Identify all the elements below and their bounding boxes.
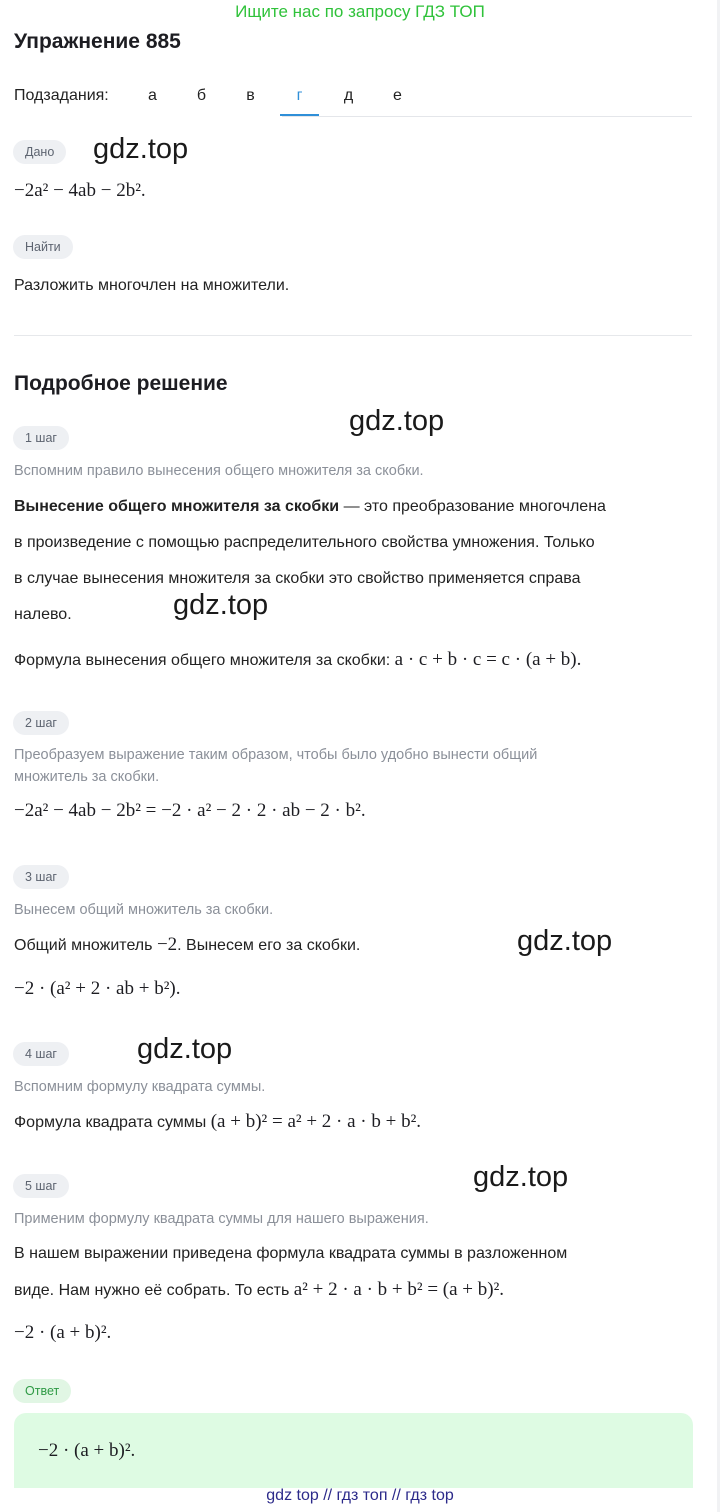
tab-a[interactable]: а (148, 87, 157, 104)
step-3-text (14, 927, 360, 964)
step-2-hint-line-1: Преобразуем выражение таким образом, чтобы было удобно вынести общий (14, 747, 538, 763)
watermark-3: gdz.top (173, 589, 269, 621)
section-divider (14, 335, 692, 336)
step-4-formula: (a + b)² = a² + 2 · a · b + b². (210, 1111, 422, 1132)
step-5-hint: Применим формулу квадрата суммы для нашего выражения. (14, 1211, 429, 1227)
watermark-2: gdz.top (349, 405, 445, 437)
step-3-expression: −2 · (a² + 2 · ab + b²). (14, 978, 181, 999)
step-2-hint (14, 744, 537, 788)
step-5-line-2: виде. Нам нужно её собрать. То есть (14, 1282, 290, 1299)
step-4-label: Формула квадрата суммы (14, 1114, 207, 1131)
step-5-expression: −2 · (a + b)². (14, 1322, 112, 1343)
step-1-definition: — это преобразование многочлена (339, 498, 606, 515)
search-banner: Ищите нас по запросу ГДЗ ТОП (235, 2, 485, 21)
given-expression: −2a² − 4ab − 2b². (14, 180, 146, 201)
step-1-formula: a · c + b · c = c · (a + b). (394, 649, 582, 670)
step-1-formula-label: Формула вынесения общего множителя за скобки: (14, 652, 391, 669)
step-3-chip: 3 шаг (13, 865, 69, 889)
step-1-hint: Вспомним правило вынесения общего множителя за скобки. (14, 463, 424, 479)
step-5-formula: a² + 2 · a · b + b² = (a + b)². (293, 1279, 505, 1300)
page-title: Упражнение 885 (14, 30, 181, 53)
step-5-chip: 5 шаг (13, 1174, 69, 1198)
step-4-hint: Вспомним формулу квадрата суммы. (14, 1079, 266, 1095)
tab-g[interactable]: г (275, 78, 324, 116)
watermark-1: gdz.top (93, 133, 189, 165)
tabs-divider (282, 116, 692, 117)
answer-expression: −2 · (a + b)². (38, 1440, 136, 1461)
step-4-text (14, 1104, 421, 1141)
subtask-tabs (128, 78, 422, 116)
step-1-line-2: в произведение с помощью распределительного свойства умножения. Только (14, 534, 595, 551)
answer-chip: Ответ (13, 1379, 71, 1403)
subtasks-label: Подзадания: (14, 87, 109, 104)
step-2-hint-line-2: множитель за скобки. (14, 769, 160, 785)
tab-v[interactable]: в (246, 87, 255, 104)
watermark-5: gdz.top (137, 1033, 233, 1065)
step-2-chip: 2 шаг (13, 711, 69, 735)
solution-title: Подробное решение (14, 372, 228, 395)
step-5-paragraph (14, 1236, 704, 1309)
step-3-hint: Вынесем общий множитель за скобки. (14, 902, 274, 918)
step-4-chip: 4 шаг (13, 1042, 69, 1066)
step-5-line-1: В нашем выражении приведена формула квадрата суммы в разложенном (14, 1245, 568, 1262)
step-1-line-4: налево. (14, 606, 72, 623)
step-3-text-a: Общий множитель (14, 937, 153, 954)
find-chip: Найти (13, 235, 73, 259)
watermark-6: gdz.top (473, 1161, 569, 1193)
find-text: Разложить многочлен на множители. (14, 277, 290, 294)
tab-d[interactable]: д (343, 87, 354, 104)
watermark-4: gdz.top (517, 925, 613, 957)
step-3-factor: −2 (156, 934, 178, 955)
tab-e[interactable]: е (393, 87, 402, 104)
step-1-paragraph (14, 489, 704, 633)
step-3-text-b: . Вынесем его за скобки. (177, 937, 361, 954)
step-1-line-3: в случае вынесения множителя за скобки это свойство применяется справа (14, 570, 581, 587)
given-chip: Дано (13, 140, 66, 164)
step-1-term: Вынесение общего множителя за скобки (14, 498, 340, 515)
footer-links[interactable]: gdz top // гдз топ // гдз top (266, 1487, 454, 1504)
step-2-expression: −2a² − 4ab − 2b² = −2 · a² − 2 · 2 · ab − 2 · b². (14, 800, 366, 821)
step-1-chip: 1 шаг (13, 426, 69, 450)
tab-b[interactable]: б (196, 87, 207, 104)
step-1-formula-line (14, 642, 581, 679)
